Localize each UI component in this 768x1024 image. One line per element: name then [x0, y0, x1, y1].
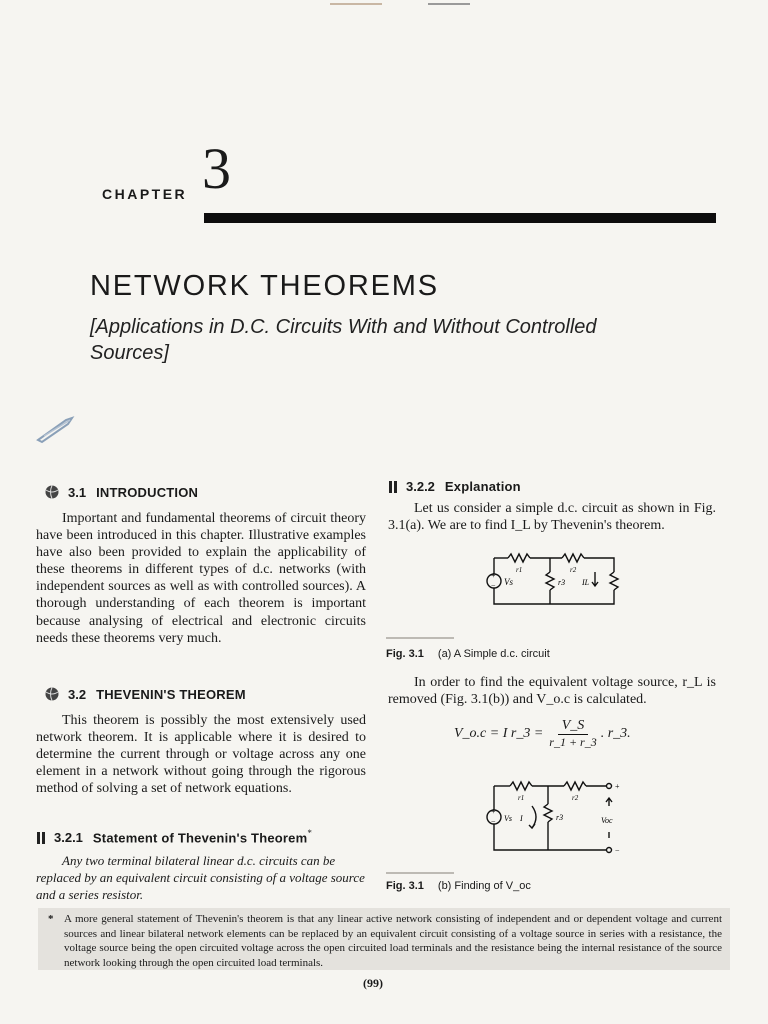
footnote [38, 908, 730, 970]
svg-text:+: + [491, 807, 496, 816]
section-3-2-body: This theorem is possibly the most extensively used network theorem. It is applicable where it is desired to determine the current through or voltage across any one element in a network without going through the rigorous method of solving a set of network equations. [36, 713, 366, 797]
double-bar-bullet-icon [388, 480, 398, 499]
figure-3-1b-circuit [482, 776, 632, 861]
scan-mark [428, 3, 470, 5]
svg-text:−: − [491, 581, 496, 590]
chapter-title: NETWORK THEOREMS [90, 270, 439, 302]
figure-rule [386, 872, 454, 874]
page-number: (99) [363, 976, 383, 990]
section-3-2-2-body: Let us consider a simple d.c. circuit as shown in Fig. 3.1(a). We are to find I_L by Thevenin's theorem. [388, 501, 716, 534]
circuit-label-i: I [520, 814, 523, 823]
section-3-1-heading: 3.1 INTRODUCTION [44, 484, 198, 505]
section-3-2-1-body: Any two terminal bilateral linear d.c. circuits can be replaced by an equivalent circuit consisting of a voltage source and a series resistor. [36, 853, 365, 902]
figure-3-1a-circuit [478, 548, 638, 613]
circuit-label-voc: Voc [601, 816, 613, 825]
footnote-ref: * [307, 828, 312, 838]
circuit-label-il: IL [582, 578, 590, 587]
scan-mark [330, 3, 382, 5]
section-3-1-body: Important and fundamental theorems of circuit theory have been introduced in this chapter. Illustrative examples have also been provided to explain the applicability of these theorems in different types of d.c. networks (with independent sources as well as with controlled sources). A thorough understanding of each theorem is important because analysing of electrical and electronic circuits needs these theorems very much. [36, 511, 366, 646]
circuit-label-vs: Vs [504, 577, 513, 587]
circuit-label-r1: r1 [518, 794, 525, 802]
chapter-label: CHAPTER [102, 186, 188, 202]
globe-bullet-icon [44, 484, 60, 505]
svg-text:−: − [491, 817, 496, 826]
circuit-label-vs: Vs [504, 814, 512, 823]
circuit-label-r3: r3 [558, 578, 566, 587]
voc-formula: V_o.c = I r_3 = $\frac{V\_S}{r\_1 + r\_3}$ . r_3. [454, 718, 631, 749]
svg-text:+: + [491, 571, 496, 580]
chapter-subtitle: [Applications in D.C. Circuits With and Without Controlled Sources] [90, 316, 597, 364]
footnote-marker: * [48, 913, 54, 925]
section-3-2-heading: 3.2 THEVENIN'S THEOREM [44, 686, 246, 707]
section-3-2-1-heading: 3.2.1 Statement of Thevenin's Theorem* [36, 828, 312, 850]
paragraph-voc-intro: In order to find the equivalent voltage source, r_L is removed (Fig. 3.1(b)) and V_o.c is calculated. [388, 675, 716, 708]
figure-3-1b-caption: Fig. 3.1 (b) Finding of V_oc [386, 880, 531, 892]
chapter-rule [204, 213, 716, 223]
section-3-2-2-heading: 3.2.2 Explanation [388, 478, 521, 499]
circuit-label-r2: r2 [572, 794, 579, 802]
circuit-label-r2: r2 [570, 566, 577, 574]
circuit-label-r3: r3 [556, 813, 564, 822]
footnote-text: A more general statement of Thevenin's theorem is that any linear active network consisting of independent and or dependent voltage and current sources and linear bilateral network elements can be replaced by an equivalent circuit consisting of a voltage source in series with a resistance, the voltage source being the open circuited voltage across the open circuited load terminals and the resistance being the internal resistance of the source network looking through the open circuited load terminals. [64, 913, 722, 969]
globe-bullet-icon [44, 686, 60, 707]
figure-rule [386, 637, 454, 639]
svg-text:−: − [615, 846, 620, 855]
pen-icon [36, 414, 76, 449]
figure-3-1a-caption: Fig. 3.1 (a) A Simple d.c. circuit [386, 648, 550, 660]
double-bar-bullet-icon [36, 831, 46, 850]
chapter-number: 3 [202, 136, 231, 201]
circuit-label-r1: r1 [516, 566, 523, 574]
svg-text:+: + [615, 782, 620, 791]
